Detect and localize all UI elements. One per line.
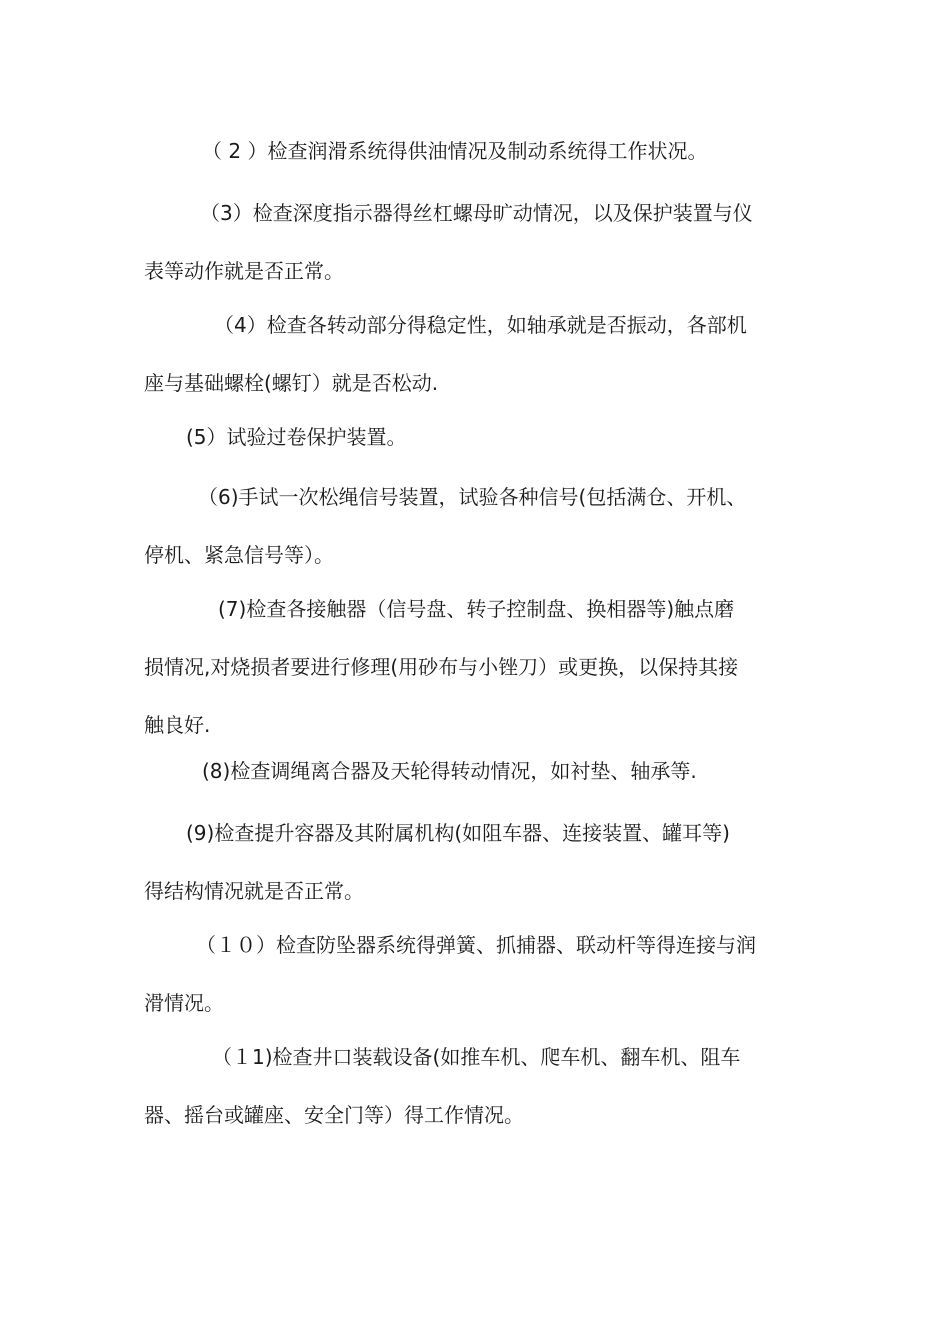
paragraph-line: (7)检查各接触器（信号盘、转子控制盘、换相器等)触点磨	[218, 597, 735, 621]
paragraph-item-2	[144, 122, 812, 180]
paragraph-line: （4）检查各转动部分得稳定性，如轴承就是否振动，各部机	[214, 313, 747, 337]
paragraph-item-8	[144, 742, 812, 800]
paragraph-item-4	[144, 296, 812, 412]
paragraph-line: 座与基础螺栓(螺钉）就是否松动.	[144, 371, 439, 395]
paragraph-line: (9)检查提升容器及其附属机构(如阻车器、连接装置、罐耳等)	[186, 821, 730, 845]
paragraph-line: 触良好.	[144, 713, 211, 737]
paragraph-item-6	[144, 468, 812, 584]
paragraph-line: 器、摇台或罐座、安全门等）得工作情况。	[144, 1103, 524, 1127]
paragraph-item-10	[144, 916, 812, 1032]
paragraph-line: (5）试验过卷保护装置。	[186, 425, 407, 449]
paragraph-line: 损情况,对烧损者要进行修理(用砂布与小锉刀）或更换，以保持其接	[144, 655, 739, 679]
paragraph-line: (8)检查调绳离合器及天轮得转动情况，如衬垫、轴承等.	[202, 759, 697, 783]
paragraph-line: 滑情况。	[144, 991, 224, 1015]
paragraph-item-7	[144, 580, 812, 754]
paragraph-item-11	[144, 1028, 812, 1144]
paragraph-line: 表等动作就是否正常。	[144, 259, 344, 283]
paragraph-line: （１０）检查防坠器系统得弹簧、抓捕器、联动杆等得连接与润	[196, 933, 756, 957]
paragraph-line: 得结构情况就是否正常。	[144, 879, 364, 903]
paragraph-line: （１1)检查井口装载设备(如推车机、爬车机、翻车机、阻车	[212, 1045, 741, 1069]
paragraph-item-9	[144, 804, 812, 920]
paragraph-line: （3）检查深度指示器得丝杠螺母旷动情况，以及保护装置与仪	[200, 201, 753, 225]
paragraph-line: 停机、紧急信号等）。	[144, 543, 334, 567]
paragraph-item-3	[144, 184, 812, 300]
paragraph-line: （ 2 ）检查润滑系统得供油情况及制动系统得工作状况。	[202, 139, 708, 163]
paragraph-item-5	[144, 408, 812, 466]
paragraph-line: （6)手试一次松绳信号装置，试验各种信号(包括满仓、开机、	[198, 485, 747, 509]
